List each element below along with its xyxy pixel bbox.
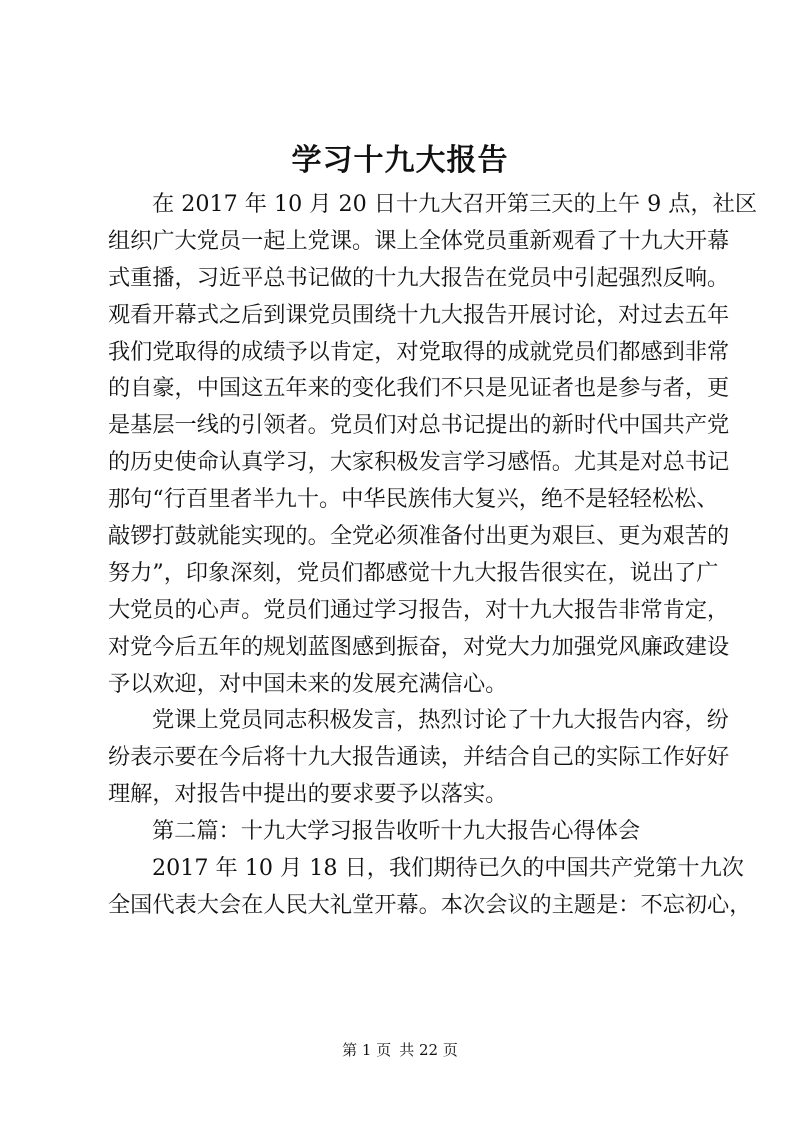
text-line: 观看开幕式之后到课党员围绕十九大报告开展讨论，对过去五年: [108, 301, 730, 328]
text-line: 纷表示要在今后将十九大报告通读，并结合自己的实际工作好好: [108, 744, 730, 771]
text-line: 大党员的心声。党员们通过学习报告，对十九大报告非常肯定，: [108, 596, 730, 623]
text-line: 在 2017 年 10 月 20 日十九大召开第三天的上午 9 点，社区: [152, 191, 758, 217]
text-line: 的历史使命认真学习，大家积极发言学习感悟。尤其是对总书记: [108, 449, 730, 476]
text-line: 那句“行百里者半九十。中华民族伟大复兴，绝不是轻轻松松、: [108, 486, 719, 513]
text-line: 理解，对报告中提出的要求要予以落实。: [108, 781, 508, 808]
page-footer: [0, 1040, 800, 1060]
text-line: 全国代表大会在人民大礼堂开幕。本次会议的主题是：不忘初心，: [108, 891, 752, 918]
text-line: 是基层一线的引领者。党员们对总书记提出的新时代中国共产党: [108, 412, 730, 439]
page-total: 共 22 页: [399, 1041, 458, 1059]
text-line: 式重播，习近平总书记做的十九大报告在党员中引起强烈反响。: [108, 264, 730, 291]
text-line: 努力”，印象深刻，党员们都感觉十九大报告很实在，说出了广: [108, 559, 719, 586]
text-line: 我们党取得的成绩予以肯定，对党取得的成就党员们都感到非常: [108, 338, 730, 365]
text-line: 党课上党员同志积极发言，热烈讨论了十九大报告内容，纷: [152, 707, 729, 734]
text-line: 予以欢迎，对中国未来的发展充满信心。: [108, 670, 508, 697]
text-line: 对党今后五年的规划蓝图感到振奋，对党大力加强党风廉政建设: [108, 633, 730, 660]
text-line: 组织广大党员一起上党课。课上全体党员重新观看了十九大开幕: [108, 227, 730, 254]
text-line: 的自豪，中国这五年来的变化我们不只是见证者也是参与者，更: [108, 375, 730, 402]
document-title: 学习十九大报告: [291, 143, 509, 178]
text-line: 2017 年 10 月 18 日，我们期待已久的中国共产党第十九次: [152, 855, 744, 882]
document-body: [108, 186, 758, 924]
section-heading: 第二篇：十九大学习报告收听十九大报告心得体会: [152, 818, 641, 845]
text-line: 敲锣打鼓就能实现的。全党必须准备付出更为艰巨、更为艰苦的: [108, 523, 730, 550]
page-number: 第 1 页: [342, 1041, 392, 1059]
